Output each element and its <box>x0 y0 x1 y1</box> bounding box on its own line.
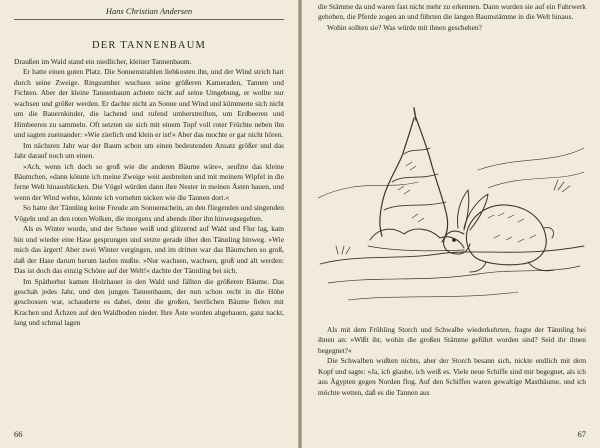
paragraph: »Ach, wenn ich doch so groß wie die anderen Bäume wäre«, seufzte das kleine Bäumchen, »dann könnte ich meine Zweige weit ausbreiten und mit meinem Wipfel in die ferne Welt hinausblicken. Die Vögel würden dann ihre Nester in meinen Ästen bauen, und wenn der Wind wehte, könnte ich vornehm nicken wie die Tannen dort.« <box>14 161 284 202</box>
paragraph: Wohin sollten sie? Was würde mit ihnen geschehen? <box>327 22 482 32</box>
paragraph: Als es Winter wurde, und der Schnee weiß und glitzernd auf Wald und Flur lag, kam hin und wieder eine Hase gesprungen und setzte gerade über den Tännling hinweg. »Wie mich das ärgert! Aber zwei Winter vergingen, und im dritten war das Bäumchen so groß, daß der Hase darum herum laufen mußte. »Nur wachsen, wachsen, groß und alt werden: Das ist doch das einzig Schöne auf der Welt!« dachte der Tännling bei sich. <box>14 224 284 276</box>
paragraph: So hatte der Tännling keine Freude am Sonnenschein, an den fliegenden und singenden Vögeln und an den roten Wolken, die morgens und abends über ihn hinwegsegelten. <box>14 203 284 223</box>
paragraph: Im nächsten Jahr war der Baum schon um einen bedeutenden Ansatz größer und das Jahr darauf noch um einen. <box>14 140 284 161</box>
page-number-right: 67 <box>577 429 586 439</box>
right-top-text <box>318 2 586 33</box>
paragraph: Als mit dem Frühling Storch und Schwalbe wiederkehrten, fragte der Tännling bei ihnen an: »Wißt ihr, wohin die großen Stämme geführt worden sind? Seid ihr ihnen begegnet?« <box>318 325 586 355</box>
right-bottom-text <box>318 325 586 398</box>
running-head: Hans Christian Andersen <box>105 6 193 16</box>
paragraph: Er hatte einen guten Platz. Die Sonnenstrahlen liebkosten ihn, und der Wind strich hart durch seine Zweige. Ringsumher wuchsen seine größeren Kameraden, Tannen und Fichten. Aber der kleine Tannenbaum achtete nicht auf seine Umgebung, er wollte nur wachsen und größer werden. Er dachte nicht an Sonne und Wind und kümmerte sich nicht um die Bauernkinder, die lachend und rufend umherstreiften, um Erdbeeren und Himbeeren zu sammeln. Oft setzten sie sich mit einem Topf voll roter Früchte neben ihn und sagten zueinander: »Wie zierlich und klein er ist!« Aber das mochte er gar nicht hören. <box>14 67 284 140</box>
paragraph: die Stämme da und waren fast nicht mehr zu erkennen. Dann wurden sie auf ein Fuhrwerk gehoben, die Pferde zogen an und führten die langen Baumstämme in die Welt hinaus. <box>318 2 586 22</box>
paragraph: Draußen im Wald stand ein niedlicher, kleiner Tannenbaum. <box>14 57 192 66</box>
paragraph: Die Schwalben wußten nichts, aber der Storch besann sich, nickte endlich mit dem Kopf und sagte: »Ja, ich glaube, ich weiß es. Viele neue Schiffe sind mir begegnet, als ich aus Ägypten gegen Norden flog. Auf den Schiffen waren gewaltige Mastbäume, und ich möchte wetten, daß es die Tannen aus <box>318 356 586 397</box>
left-page <box>0 0 298 448</box>
right-page <box>302 0 600 448</box>
page-number-left: 66 <box>14 429 23 439</box>
paragraph: Im Spätherbst kamen Holzhauer in den Wald und fällten die größeren Bäume. Das geschah jedes Jahr, und den jungen Tannenbaum, der nun schon recht in die Höhe geschossen war, schauderte es dabei, denn die großen, herrlichen Bäume fielen mit Krachen und Ächzen auf den Waldboden nieder. Ihre Äste wurden abgehauen, ganz nackt, lang und schmal lagen <box>14 276 284 328</box>
rabbit-in-snow-illustration <box>318 78 586 310</box>
running-head-rule <box>14 19 284 20</box>
left-body-text <box>14 57 284 329</box>
chapter-title: DER TANNENBAUM <box>91 40 207 51</box>
